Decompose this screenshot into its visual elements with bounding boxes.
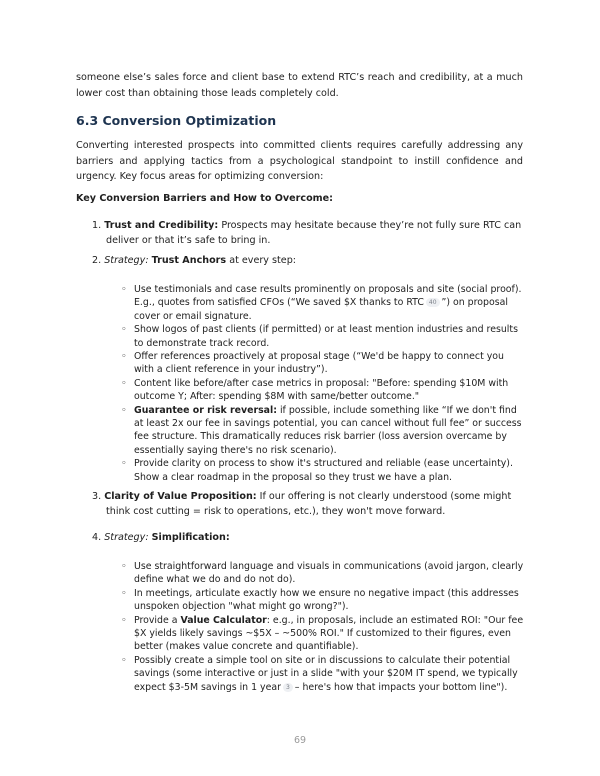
list-item: ◦ Provide clarity on process to show it's structured and reliable (ease uncertainty). Show a clear roadmap in the proposal so they trust we have a plan. (120, 457, 524, 484)
list-item: ◦ Use testimonials and case results prominently on proposals and site (social proof). E.g., quotes from satisfied CFOs (“We saved $X thanks to RTC 40 ”) on proposal cover or email signature. (120, 283, 524, 323)
list-item-1: 1. Trust and Credibility: Prospects may hesitate because they’re not fully sure RTC can deliver or that it’s safe to bring in. (92, 220, 522, 246)
intro-paragraph: someone else’s sales force and client base to extend RTC’s reach and credibility, at a much lower cost than obtaining those leads completely cold. (76, 72, 523, 99)
list-item: ◦ Guarantee or risk reversal: if possible, include something like “If we don't find at least 2x our fee in savings potential, you can cancel without full fee” or success fee structure. This dramatically reduces risk barrier (loss aversion overcame by essentially saying there's no risk scenario). (120, 404, 524, 458)
list-item: ◦ Use straightforward language and visuals in communications (avoid jargon, clearly define what we do and do not do). (120, 560, 524, 587)
trust-anchors-list (120, 283, 524, 484)
list-item-3: 3. Clarity of Value Proposition: If our offering is not clearly understood (some might think cost cutting = risk to operations, etc.), they won't move forward. (92, 491, 512, 517)
section-heading: 6.3 Conversion Optimization (76, 113, 277, 128)
citation-badge[interactable]: 3 (283, 683, 293, 692)
list-item: ◦ Show logos of past clients (if permitted) or at least mention industries and results to demonstrate track record. (120, 323, 524, 350)
subheading: Key Conversion Barriers and How to Overcome: (76, 193, 334, 204)
list-item-2: 2. Strategy: Trust Anchors at every step: (92, 255, 297, 266)
list-item: ◦ Offer references proactively at proposal stage (“We'd be happy to connect you with a client reference in your industry”). (120, 350, 524, 377)
simplification-list (120, 560, 524, 694)
page-number: 69 (293, 735, 307, 746)
list-item: ◦ Content like before/after case metrics in proposal: "Before: spending $10M with outcome Y; After: spending $8M with same/better outcome." (120, 377, 524, 404)
section-paragraph: Converting interested prospects into committed clients requires carefully addressing any barriers and applying tactics from a psychological standpoint to instill confidence and urgency. Key focus areas for optimizing conversion: (76, 140, 523, 182)
list-item: ◦ In meetings, articulate exactly how we ensure no negative impact (this addresses unspoken objection "what might go wrong?"). (120, 587, 524, 614)
list-item: ◦ Possibly create a simple tool on site or in discussions to calculate their potential savings (some interactive or just in a slide "with your $20M IT spend, we typically expect $3-5M savings in 1 year 3 – here's how that impacts your bottom line"). (120, 654, 524, 694)
citation-badge[interactable]: 40 (426, 298, 440, 307)
list-item-4: 4. Strategy: Simplification: (92, 532, 230, 543)
list-item: ◦ Provide a Value Calculator: e.g., in proposals, include an estimated ROI: "Our fee $X yields likely savings ~$5X – ~500% ROI." If customized to their figures, even better (makes value concrete and quantifiable). (120, 614, 524, 654)
